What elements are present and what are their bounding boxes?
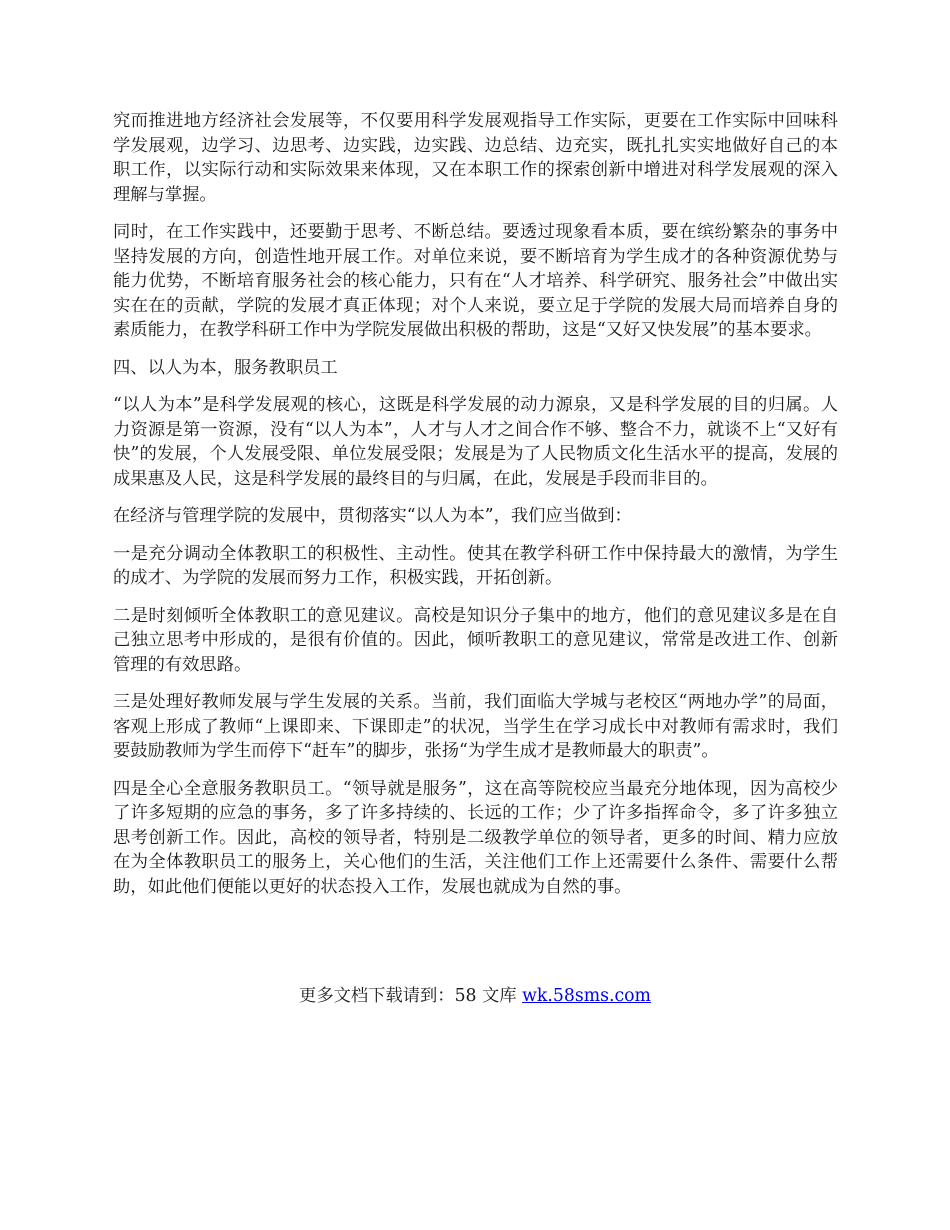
footer-link[interactable]: wk.58sms.com bbox=[522, 986, 651, 1006]
footer bbox=[0, 984, 950, 1008]
paragraph-6: 一是充分调动全体教职工的积极性、主动性。使其在教学科研工作中保持最大的激情，为学生的成才、为学院的发展而努力工作，积极实践，开拓创新。 bbox=[113, 543, 838, 588]
paragraph-4: “以人为本”是科学发展观的核心，这既是科学发展的动力源泉，又是科学发展的目的归属。人力资源是第一资源，没有“以人为本”，人才与人才之间合作不够、整合不力，就谈不上“又好有快”的发展，个人发展受限、单位发展受限；发展是为了人民物质文化生活水平的提高，发展的成果惠及人民，这是科学发展的最终目的与归属，在此，发展是手段而非目的。 bbox=[113, 395, 838, 489]
section-heading: 四、以人为本，服务教职员工 bbox=[113, 357, 338, 378]
paragraph-7: 二是时刻倾听全体教职工的意见建议。高校是知识分子集中的地方，他们的意见建议多是在自己独立思考中形成的，是很有价值的。因此，倾听教职工的意见建议，常常是改进工作、创新管理的有效思路。 bbox=[113, 605, 838, 675]
paragraph-1: 究而推进地方经济社会发展等，不仅要用科学发展观指导工作实际，更要在工作实际中回味科学发展观，边学习、边思考、边实践，边实践、边总结、边充实，既扎扎实实地做好自己的本职工作，以实际行动和实际效果来体现，又在本职工作的探索创新中增进对科学发展观的深入理解与掌握。 bbox=[113, 111, 838, 205]
footer-prefix: 更多文档下载请到：58 文库 bbox=[299, 986, 523, 1006]
paragraph-8: 三是处理好教师发展与学生发展的关系。当前，我们面临大学城与老校区“两地办学”的局面，客观上形成了教师“上课即来、下课即走”的状况，当学生在学习成长中对教师有需求时，我们要鼓励教师为学生而停下“赶车”的脚步，张扬“为学生成才是教师最大的职责”。 bbox=[113, 692, 838, 761]
paragraph-2: 同时，在工作实践中，还要勤于思考、不断总结。要透过现象看本质，要在缤纷繁杂的事务中坚持发展的方向，创造性地开展工作。对单位来说，要不断培育为学生成才的各种资源优势与能力优势，不断培育服务社会的核心能力，只有在“人才培养、科学研究、服务社会”中做出实实在在的贡献，学院的发展才真正体现；对个人来说，要立足于学院的发展大局而培养自身的素质能力，在教学科研工作中为学院发展做出积极的帮助，这是“又好又快发展”的基本要求。 bbox=[113, 222, 838, 340]
document-body bbox=[113, 109, 838, 912]
paragraph-5: 在经济与管理学院的发展中，贯彻落实“以人为本”，我们应当做到： bbox=[113, 506, 632, 526]
paragraph-9: 四是全心全意服务教职员工。“领导就是服务”，这在高等院校应当最充分地体现，因为高校少了许多短期的应急的事务，多了许多持续的、长远的工作；少了许多指挥命令，多了许多独立思考创新工作。因此，高校的领导者，特别是二级教学单位的领导者，更多的时间、精力应放在为全体教职员工的服务上，关心他们的生活，关注他们工作上还需要什么条件、需要什么帮助，如此他们便能以更好的状态投入工作，发展也就成为自然的事。 bbox=[113, 778, 838, 897]
